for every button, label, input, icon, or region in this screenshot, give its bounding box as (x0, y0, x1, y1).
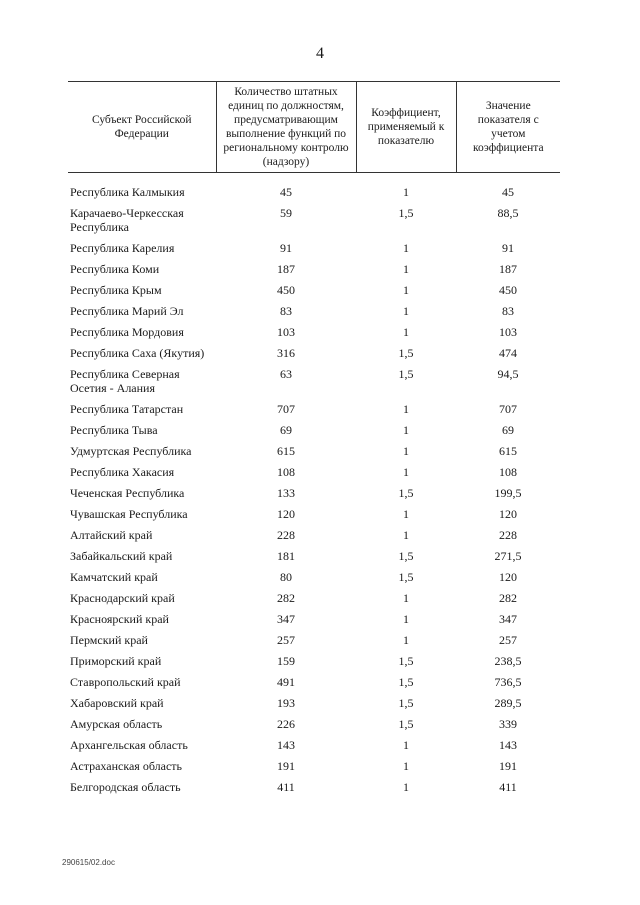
staff-count: 491 (277, 675, 295, 689)
adjusted-value: 83 (502, 304, 514, 318)
table-row (68, 588, 560, 609)
table-row (68, 364, 560, 399)
table-row (68, 777, 560, 798)
table-body (68, 173, 560, 799)
staff-count: 108 (277, 465, 295, 479)
staff-count: 181 (277, 549, 295, 563)
table-row (68, 343, 560, 364)
coefficient: 1,5 (398, 654, 414, 668)
adjusted-value: 474 (499, 346, 517, 360)
table-row (68, 441, 560, 462)
region-name: Чеченская Республика (70, 486, 185, 500)
header-staff-count: Количество штатных единиц по должностям, предусматривающим выполнение функций по региональному контролю (надзору) (216, 82, 356, 173)
table-row (68, 525, 560, 546)
region-name: Алтайский край (70, 528, 153, 542)
staff-count: 80 (280, 570, 292, 584)
region-name: Республика Мордовия (70, 325, 184, 339)
adjusted-value: 191 (499, 759, 517, 773)
staff-count: 450 (277, 283, 295, 297)
staff-count: 226 (277, 717, 295, 731)
region-name: Ставропольский край (70, 675, 181, 689)
region-name: Республика Северная Осетия - Алания (70, 367, 180, 395)
adjusted-value: 271,5 (494, 549, 522, 563)
adjusted-value: 238,5 (494, 654, 522, 668)
region-name: Республика Крым (70, 283, 162, 297)
adjusted-value: 450 (499, 283, 517, 297)
staff-count: 103 (277, 325, 295, 339)
table-row (68, 714, 560, 735)
staff-count: 193 (277, 696, 295, 710)
staff-count: 91 (280, 241, 292, 255)
coefficient: 1,5 (398, 346, 414, 360)
region-name: Республика Карелия (70, 241, 175, 255)
staff-count: 282 (277, 591, 295, 605)
adjusted-value: 289,5 (494, 696, 522, 710)
staff-count: 187 (277, 262, 295, 276)
staff-count: 411 (277, 780, 295, 794)
staff-count: 347 (277, 612, 295, 626)
adjusted-value: 187 (499, 262, 517, 276)
coefficient: 1 (403, 185, 409, 199)
adjusted-value: 615 (499, 444, 517, 458)
region-name: Амурская область (70, 717, 163, 731)
table-row (68, 399, 560, 420)
table-row (68, 280, 560, 301)
coefficient: 1,5 (398, 675, 414, 689)
coefficient: 1 (403, 633, 409, 647)
coefficient-table-container (68, 81, 560, 798)
table-header (68, 82, 560, 173)
table-row (68, 259, 560, 280)
file-name-footer: 290615/02.doc (62, 858, 115, 867)
adjusted-value: 88,5 (497, 206, 519, 220)
staff-count: 615 (277, 444, 295, 458)
staff-count: 191 (277, 759, 295, 773)
coefficient: 1 (403, 465, 409, 479)
adjusted-value: 411 (499, 780, 517, 794)
coefficient: 1,5 (398, 696, 414, 710)
coefficient: 1,5 (398, 206, 414, 220)
coefficient: 1 (403, 423, 409, 437)
coefficient: 1 (403, 304, 409, 318)
region-name: Архангельская область (70, 738, 188, 752)
region-name: Пермский край (70, 633, 148, 647)
adjusted-value: 108 (499, 465, 517, 479)
coefficient-table (68, 81, 560, 798)
adjusted-value: 45 (502, 185, 514, 199)
staff-count: 257 (277, 633, 295, 647)
table-row (68, 322, 560, 343)
adjusted-value: 707 (499, 402, 517, 416)
region-name: Краснодарский край (70, 591, 175, 605)
staff-count: 59 (280, 206, 292, 220)
table-row (68, 203, 560, 238)
table-row (68, 546, 560, 567)
table-row (68, 651, 560, 672)
coefficient: 1 (403, 738, 409, 752)
region-name: Республика Хакасия (70, 465, 175, 479)
coefficient: 1,5 (398, 570, 414, 584)
table-row (68, 182, 560, 203)
region-name: Республика Саха (Якутия) (70, 346, 205, 360)
coefficient: 1 (403, 283, 409, 297)
region-name: Хабаровский край (70, 696, 164, 710)
staff-count: 83 (280, 304, 292, 318)
region-name: Красноярский край (70, 612, 169, 626)
table-row (68, 238, 560, 259)
adjusted-value: 103 (499, 325, 517, 339)
coefficient: 1 (403, 780, 409, 794)
table-row (68, 567, 560, 588)
region-name: Приморский край (70, 654, 162, 668)
coefficient: 1,5 (398, 367, 414, 381)
header-value: Значение показателя с учетом коэффициента (456, 82, 560, 173)
table-row (68, 735, 560, 756)
region-name: Республика Татарстан (70, 402, 184, 416)
adjusted-value: 347 (499, 612, 517, 626)
table-row (68, 609, 560, 630)
staff-count: 316 (277, 346, 295, 360)
coefficient: 1,5 (398, 717, 414, 731)
header-subject: Субъект Российской Федерации (68, 82, 216, 173)
region-name: Удмуртская Республика (70, 444, 192, 458)
adjusted-value: 120 (499, 570, 517, 584)
staff-count: 69 (280, 423, 292, 437)
region-name: Камчатский край (70, 570, 158, 584)
table-row (68, 756, 560, 777)
staff-count: 228 (277, 528, 295, 542)
adjusted-value: 282 (499, 591, 517, 605)
coefficient: 1,5 (398, 486, 414, 500)
region-name: Республика Марий Эл (70, 304, 184, 318)
region-name: Астраханская область (70, 759, 182, 773)
header-coefficient: Коэффициент, применяемый к показателю (356, 82, 456, 173)
adjusted-value: 339 (499, 717, 517, 731)
adjusted-value: 143 (499, 738, 517, 752)
coefficient: 1 (403, 402, 409, 416)
coefficient: 1 (403, 759, 409, 773)
adjusted-value: 91 (502, 241, 514, 255)
adjusted-value: 228 (499, 528, 517, 542)
adjusted-value: 736,5 (494, 675, 522, 689)
coefficient: 1 (403, 507, 409, 521)
coefficient: 1 (403, 528, 409, 542)
table-row (68, 483, 560, 504)
region-name: Республика Коми (70, 262, 160, 276)
coefficient: 1 (403, 325, 409, 339)
adjusted-value: 94,5 (497, 367, 519, 381)
staff-count: 120 (277, 507, 295, 521)
region-name: Забайкальский край (70, 549, 173, 563)
table-row (68, 301, 560, 322)
adjusted-value: 199,5 (494, 486, 522, 500)
adjusted-value: 120 (499, 507, 517, 521)
region-name: Карачаево-Черкесская Республика (70, 206, 184, 234)
coefficient: 1 (403, 591, 409, 605)
table-row (68, 504, 560, 525)
coefficient: 1 (403, 241, 409, 255)
region-name: Белгородская область (70, 780, 181, 794)
adjusted-value: 69 (502, 423, 514, 437)
staff-count: 63 (280, 367, 292, 381)
adjusted-value: 257 (499, 633, 517, 647)
table-row (68, 420, 560, 441)
page-number: 4 (316, 45, 324, 62)
table-row (68, 672, 560, 693)
staff-count: 45 (280, 185, 292, 199)
coefficient: 1 (403, 444, 409, 458)
region-name: Республика Тыва (70, 423, 158, 437)
coefficient: 1 (403, 262, 409, 276)
region-name: Чувашская Республика (70, 507, 188, 521)
table-row (68, 630, 560, 651)
staff-count: 159 (277, 654, 295, 668)
table-row (68, 693, 560, 714)
coefficient: 1 (403, 612, 409, 626)
table-row (68, 462, 560, 483)
staff-count: 143 (277, 738, 295, 752)
staff-count: 133 (277, 486, 295, 500)
coefficient: 1,5 (398, 549, 414, 563)
region-name: Республика Калмыкия (70, 185, 185, 199)
staff-count: 707 (277, 402, 295, 416)
